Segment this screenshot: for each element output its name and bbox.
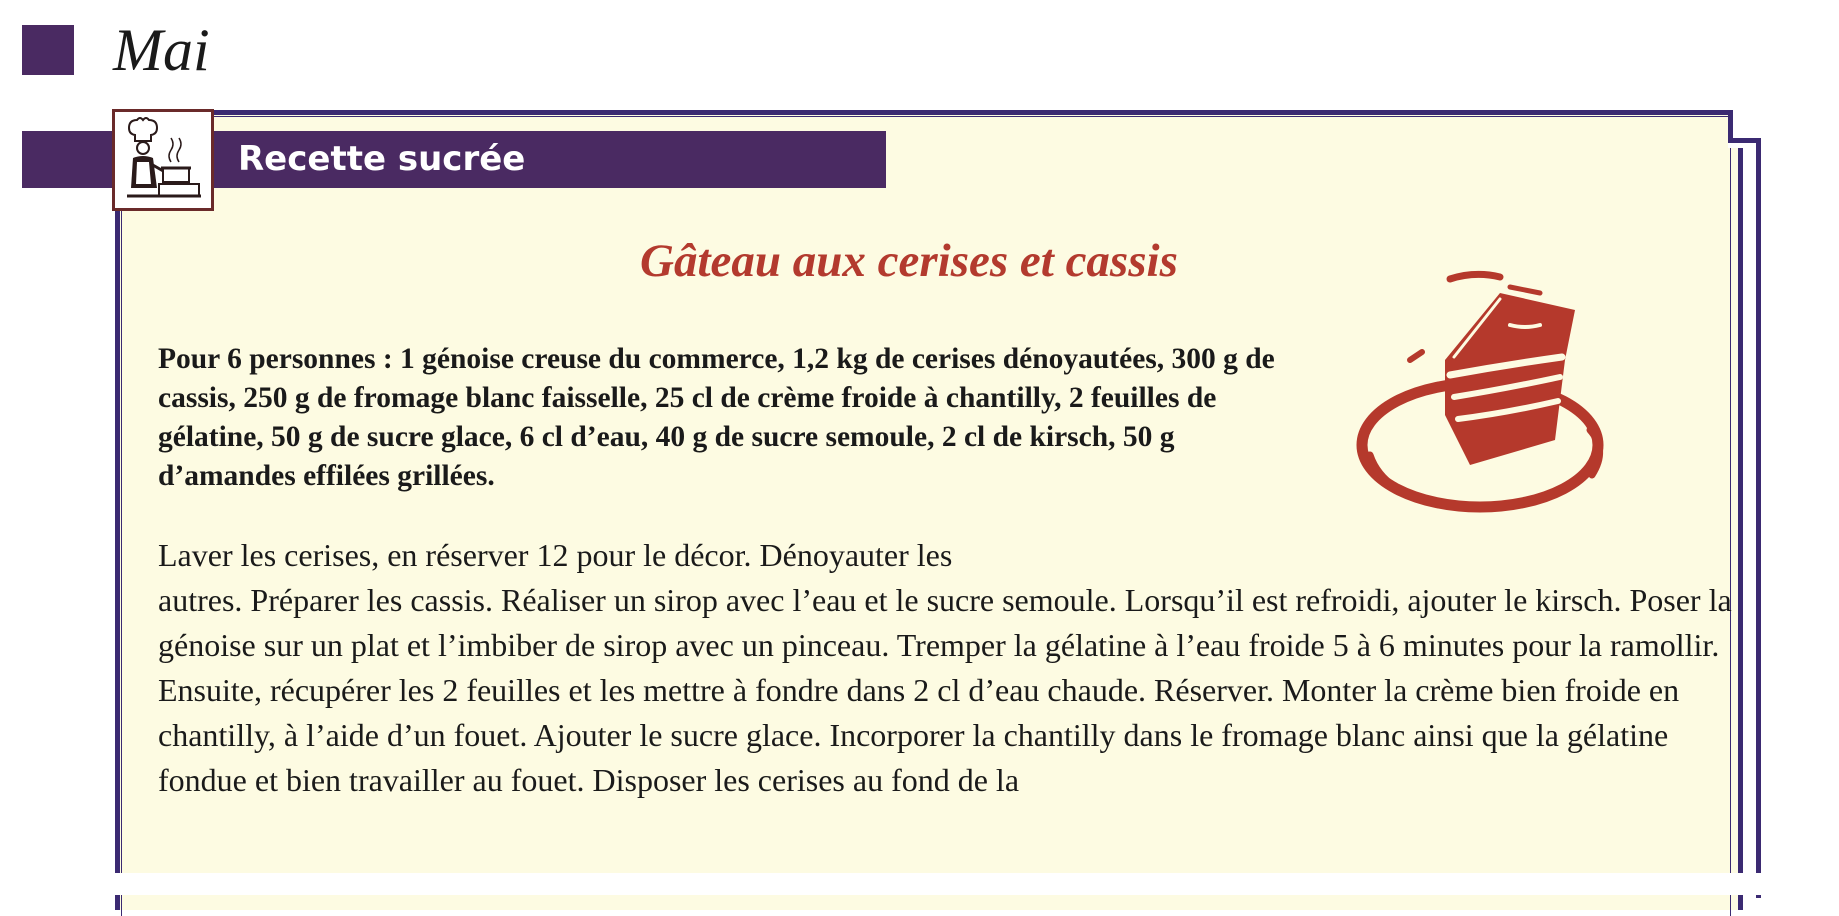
month-marker <box>22 25 74 75</box>
method-first-line: Laver les cerises, en réserver 12 pour le décor. Dénoyauter les <box>158 537 953 573</box>
method-text <box>158 533 1738 803</box>
page-crop <box>0 873 1839 895</box>
chef-badge <box>112 109 214 211</box>
cake-slice-icon <box>1350 265 1630 535</box>
corner-rule <box>1728 110 1733 140</box>
ingredients-list: Pour 6 personnes : 1 génoise creuse du commerce, 1,2 kg de cerises dénoyautées, 300 g de cassis, 250 g de fromage blanc faisselle, 25 cl de crème froide à chantilly, 2 feuilles de gélatine, 50 g de sucre glace, 6 cl d’eau, 40 g de sucre semoule, 2 cl de kirsch, 50 g d’amandes effilées grillées. <box>158 343 1275 492</box>
recipe-title: Gâteau aux cerises et cassis <box>640 235 1178 287</box>
corner-rule-side <box>1756 138 1761 898</box>
month-title: Mai <box>113 17 210 83</box>
method-continued: autres. Préparer les cassis. Réaliser un sirop avec l’eau et le sucre semoule. Lorsqu’il est refroidi, ajouter le kirsch. Poser la génoise sur un plat et l’imbiber de sirop avec un pinceau. Tremper la gélatine à l’eau froide 5 à 6 minutes pour la ramollir. Ensuite, récupérer les 2 feuilles et les mettre à fondre dans 2 cl d’eau chaude. Réserver. Monter la crème bien froide en chantilly, à l’aide d’un fouet. Ajouter le sucre glace. Incorporer la chantilly dans le fromage blanc ainsi que la gélatine fondue et bien travailler au fouet. Disposer les cerises au fond de la <box>158 582 1732 798</box>
chef-cooking-icon <box>115 112 211 208</box>
section-label: Recette sucrée <box>238 139 526 179</box>
